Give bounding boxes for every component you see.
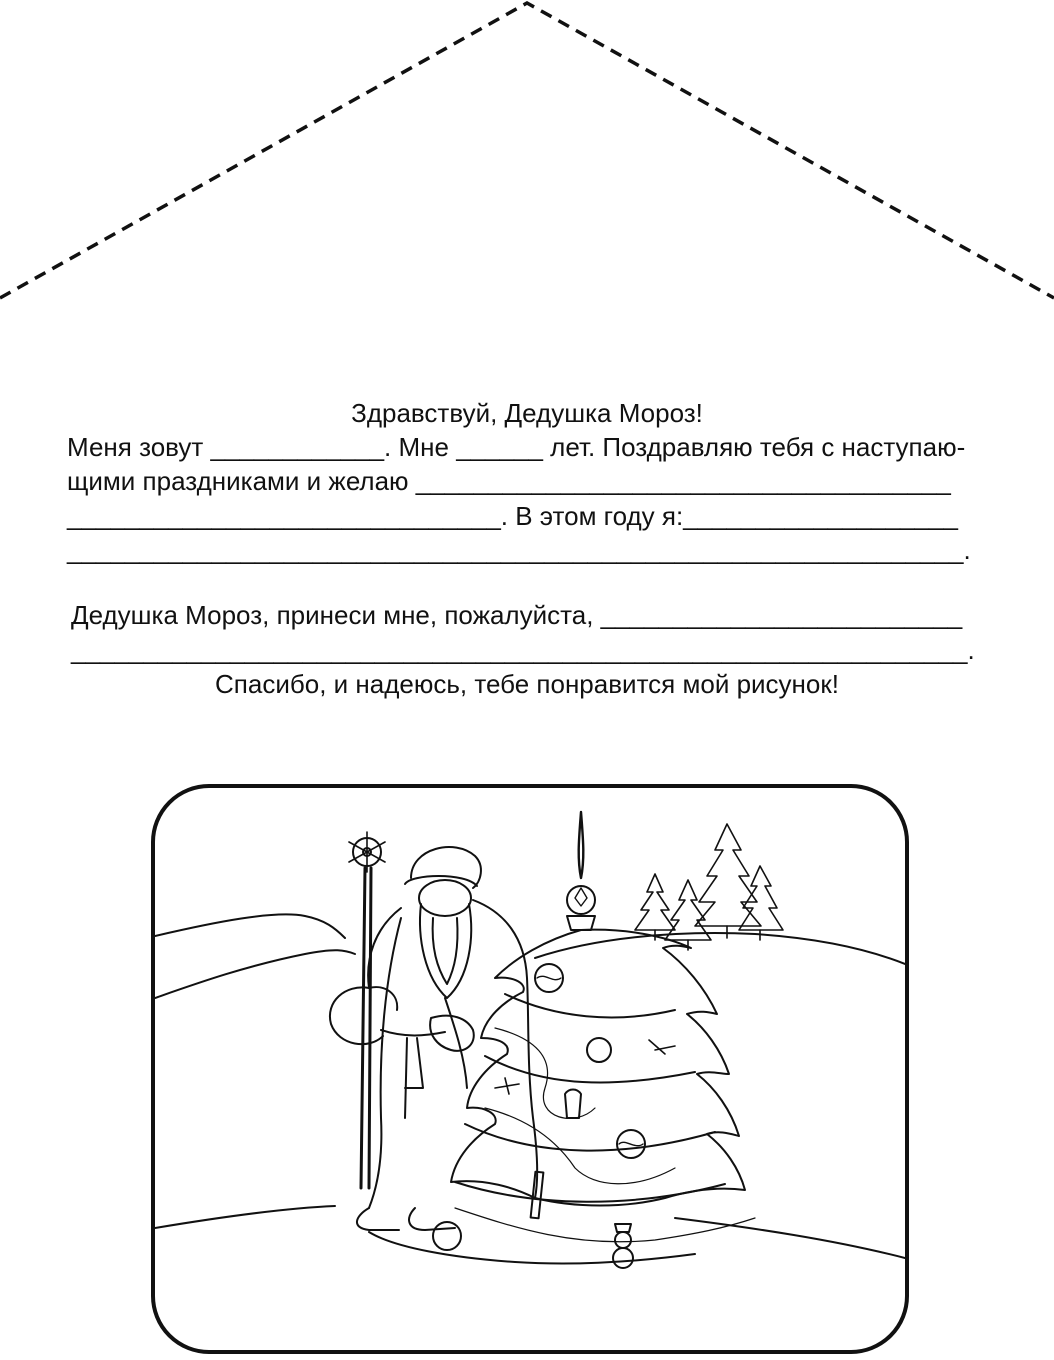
- letter-request: Дедушка Мороз, принеси мне, пожалуйста, _________________________: [71, 600, 963, 630]
- cut-line-roof: [0, 0, 1054, 320]
- letter-line-request-blank: ______________________________________________________________.: [71, 635, 975, 665]
- letter-thanks: Спасибо, и надеюсь, тебе понравится мой рисунок!: [215, 669, 839, 699]
- letter-line-name-age: Меня зовут ____________. Мне ______ лет. Поздравляю тебя с наступаю-: [67, 432, 966, 462]
- letter-line-blank: ______________________________________________________________.: [67, 535, 971, 565]
- letter-greeting: Здравствуй, Дедушка Мороз!: [351, 398, 703, 428]
- illustration-frame: [151, 784, 909, 1354]
- letter-line-this-year: ______________________________. В этом году я:___________________: [67, 501, 958, 531]
- ded-moroz-with-christmas-tree-coloring-icon: [155, 788, 905, 1350]
- letter-line-wishes: щими праздниками и желаю _____________________________________: [67, 466, 951, 496]
